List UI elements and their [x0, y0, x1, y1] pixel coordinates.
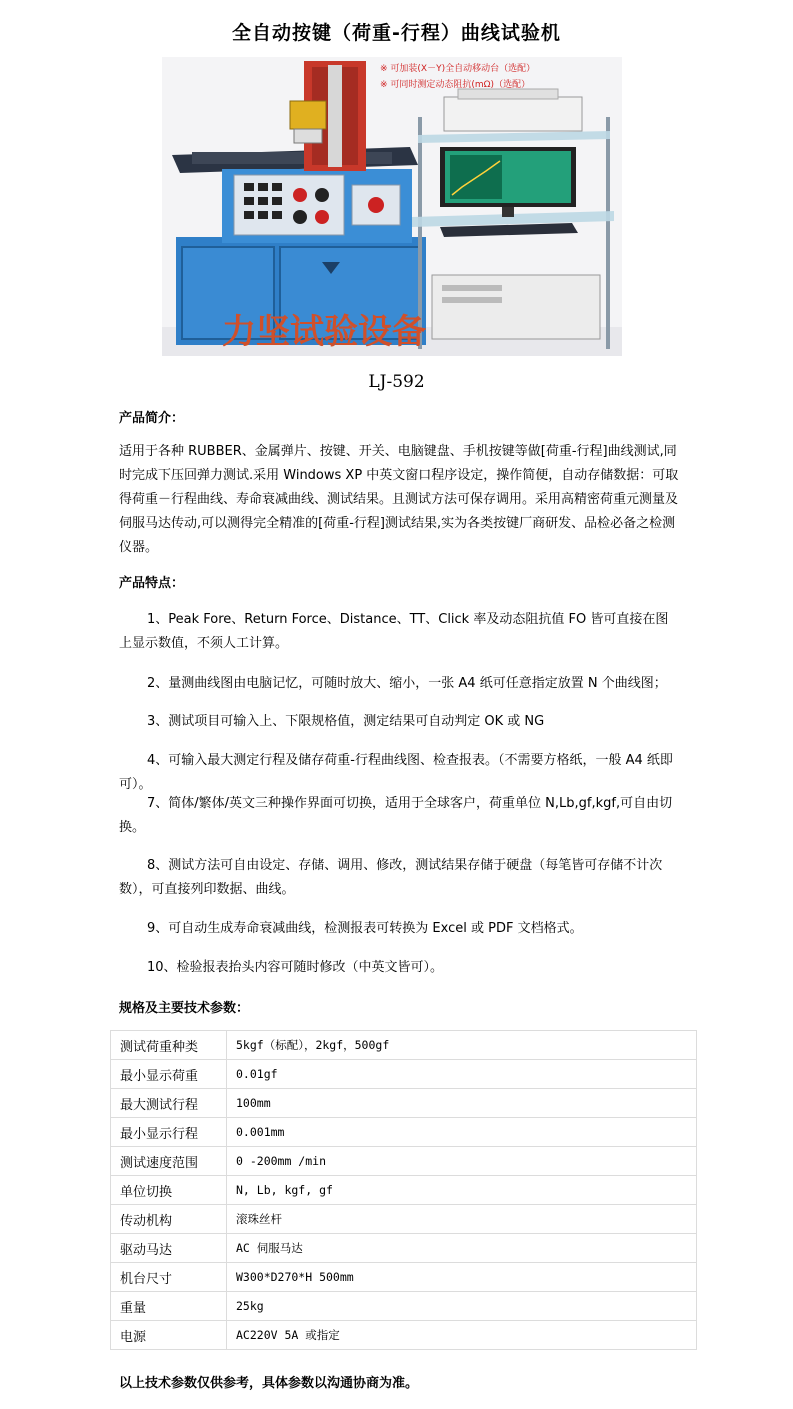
specs-heading: 规格及主要技术参数： [119, 1001, 250, 1016]
spec-value: N, Lb, kgf, gf [227, 1176, 697, 1205]
spec-label: 测试速度范围 [111, 1147, 227, 1176]
feature-item: 7、简体/繁体/英文三种操作界面可切换，适用于全球客户，荷重单位 N,Lb,gf,kgf,可自由切换。 [119, 796, 673, 835]
spec-value: 滚珠丝杆 [227, 1205, 697, 1234]
spec-value: AC220V 5A 或指定 [227, 1321, 697, 1350]
table-row [111, 1118, 697, 1147]
intro-heading: 产品简介： [119, 411, 185, 426]
model-number: LJ-592 [368, 372, 425, 392]
table-row [111, 1321, 697, 1350]
spec-label: 最小显示荷重 [111, 1060, 227, 1089]
table-row [111, 1176, 697, 1205]
spec-label: 电源 [111, 1321, 227, 1350]
spec-value: 0.001mm [227, 1118, 697, 1147]
table-row [111, 1263, 697, 1292]
table-row [111, 1234, 697, 1263]
option-note-1: ※ 可加装(X－Y)全自动移动台（选配） [380, 64, 536, 74]
spec-label: 传动机构 [111, 1205, 227, 1234]
disclaimer-note: 以上技术参数仅供参考，具体参数以沟通协商为准。 [119, 1376, 419, 1391]
spec-value: AC 伺服马达 [227, 1234, 697, 1263]
spec-value: 0.01gf [227, 1060, 697, 1089]
feature-item: 10、检验报表抬头内容可随时修改（中英文皆可）。 [147, 960, 444, 975]
spec-table [110, 1030, 697, 1350]
table-row [111, 1031, 697, 1060]
feature-item: 3、测试项目可输入上、下限规格值，测定结果可自动判定 OK 或 NG [147, 714, 545, 729]
spec-value: 5kgf（标配），2kgf，500gf [227, 1031, 697, 1060]
option-note-2: ※ 可同时测定动态阻抗(mΩ)（选配） [380, 80, 531, 90]
spec-value: 100mm [227, 1089, 697, 1118]
table-row [111, 1205, 697, 1234]
feature-item: 8、测试方法可自由设定、存储、调用、修改，测试结果存储于硬盘（每笔皆可存储不计次数），可直接列印数据、曲线。 [119, 858, 663, 897]
spec-label: 最小显示行程 [111, 1118, 227, 1147]
features-heading: 产品特点： [119, 576, 185, 591]
spec-label: 最大测试行程 [111, 1089, 227, 1118]
spec-value: 25kg [227, 1292, 697, 1321]
feature-item: 4、可输入最大测定行程及储存荷重-行程曲线图、检查报表。（不需要方格纸，一般 A4 纸即可）。 [119, 753, 673, 792]
spec-value: 0 -200mm /min [227, 1147, 697, 1176]
spec-label: 机台尺寸 [111, 1263, 227, 1292]
product-photo [162, 57, 622, 356]
spec-label: 测试荷重种类 [111, 1031, 227, 1060]
intro-text: 适用于各种 RUBBER、金属弹片、按键、开关、电脑键盘、手机按键等做[荷重-行程]曲线测试,同时完成下压回弹力测试.采用 Windows XP 中英文窗口程序设定，操作简便，自动存储数据：可取得荷重－行程曲线、寿命衰减曲线、测试结果。且测试方法可保存调用。采用高精密荷重元测量及伺服马达传动,可以测得完全精准的[荷重-行程]测试结果,实为各类按键厂商研发、品检必备之检测仪器。 [119, 444, 679, 555]
spec-value: W300*D270*H 500mm [227, 1263, 697, 1292]
table-row [111, 1147, 697, 1176]
watermark-text: 力坚试验设备 [222, 312, 426, 352]
table-row [111, 1292, 697, 1321]
page-title: 全自动按键（荷重-行程）曲线试验机 [232, 22, 561, 44]
spec-label: 单位切换 [111, 1176, 227, 1205]
feature-item: 9、可自动生成寿命衰减曲线，检测报表可转换为 Excel 或 PDF 文档格式。 [147, 921, 583, 936]
table-row [111, 1089, 697, 1118]
feature-item: 2、量测曲线图由电脑记忆，可随时放大、缩小，一张 A4 纸可任意指定放置 N 个曲线图； [147, 676, 667, 691]
spec-label: 重量 [111, 1292, 227, 1321]
table-row [111, 1060, 697, 1089]
feature-item: 1、Peak Fore、Return Force、Distance、TT、Click 率及动态阻抗值 FO 皆可直接在图上显示数值，不须人工计算。 [119, 612, 669, 651]
spec-label: 驱动马达 [111, 1234, 227, 1263]
